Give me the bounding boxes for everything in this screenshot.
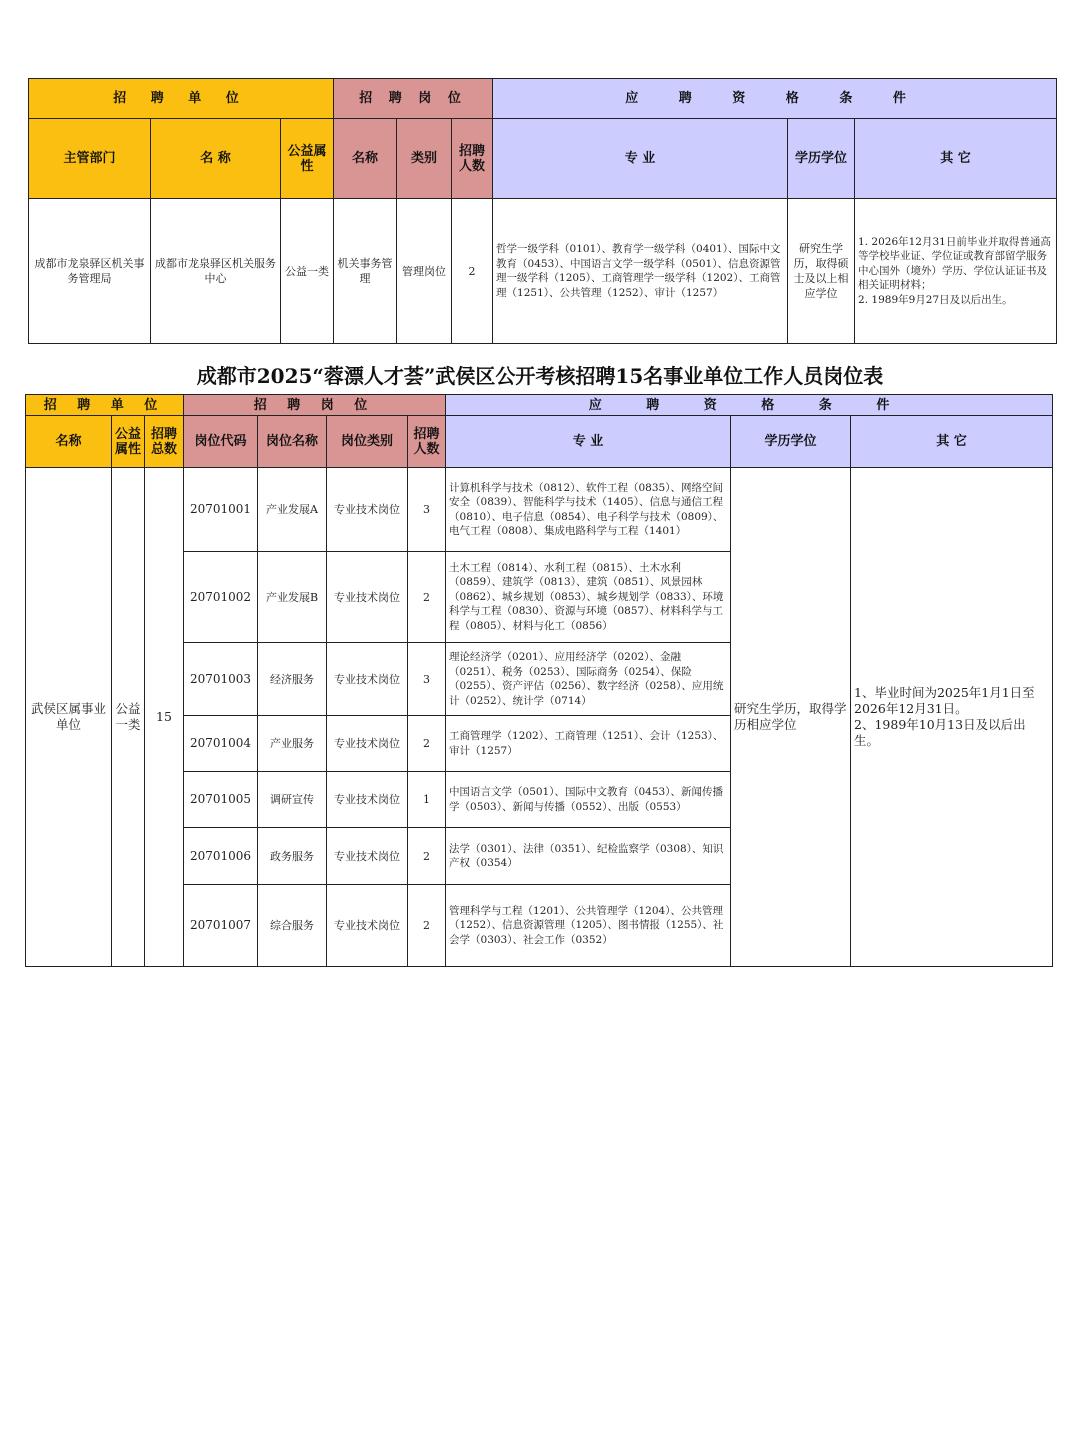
cell-count: 2: [452, 199, 493, 344]
cell-code: 20701005: [184, 772, 258, 828]
cell-major: 中国语言文学（0501）、国际中文教育（0453）、新闻传播学（0503）、新闻与传播（0552）、出版（0553）: [446, 772, 731, 828]
col-header-attr: 公益属性: [112, 416, 145, 468]
table-title: 成都市2025“蓉漂人才荟”武侯区公开考核招聘15名事业单位工作人员岗位表: [196, 364, 884, 388]
cell-code: 20701007: [184, 885, 258, 967]
cell-count: 1: [408, 772, 446, 828]
cell-post-name: 机关事务管理: [334, 199, 397, 344]
table-row: [26, 468, 1053, 552]
col-header-name: 名 称: [151, 119, 281, 199]
cell-other: [851, 468, 1053, 967]
col-header-post-name: 名称: [334, 119, 397, 199]
col-header-other: 其 它: [855, 119, 1057, 199]
cell-post-name: 政务服务: [258, 828, 327, 885]
col-header-dept: 主管部门: [29, 119, 151, 199]
cell-post-name: 产业发展A: [258, 468, 327, 552]
cell-category: 专业技术岗位: [327, 716, 408, 772]
col-header-total: 招聘总数: [145, 416, 184, 468]
col-header-degree: 学历学位: [788, 119, 855, 199]
col-header-attr: 公益属性: [281, 119, 334, 199]
cell-other: [855, 199, 1057, 344]
col-header-category: 类别: [397, 119, 452, 199]
cell-category: 专业技术岗位: [327, 828, 408, 885]
col-header-count: 招聘人数: [408, 416, 446, 468]
group-header-qualification: 应 聘 资 格 条 件: [493, 79, 1057, 119]
group-header-post: 招 聘 岗 位: [184, 395, 446, 416]
col-header-major: 专 业: [493, 119, 788, 199]
cell-category: 管理岗位: [397, 199, 452, 344]
col-header-code: 岗位代码: [184, 416, 258, 468]
cell-post-name: 调研宣传: [258, 772, 327, 828]
cell-count: 2: [408, 552, 446, 643]
cell-code: 20701002: [184, 552, 258, 643]
group-header-post: 招 聘 岗 位: [334, 79, 493, 119]
other-item-1: 1、毕业时间为2025年1月1日至2026年12月31日。: [854, 685, 1035, 716]
col-header-degree: 学历学位: [731, 416, 851, 468]
cell-degree: 研究生学历，取得硕士及以上相应学位: [788, 199, 855, 344]
recruitment-table-wuhou: [25, 394, 1053, 967]
cell-count: 2: [408, 716, 446, 772]
cell-count: 2: [408, 828, 446, 885]
cell-name: 成都市龙泉驿区机关服务中心: [151, 199, 281, 344]
cell-major: 土木工程（0814）、水利工程（0815）、土木水利（0859）、建筑学（0813）、建筑（0851）、风景园林（0862）、城乡规划（0853）、城乡规划学（0833）、环境科学与工程（0830）、资源与环境（0857）、材料科学与工程（0805）、材料与化工（0856）: [446, 552, 731, 643]
other-item-2: 2、1989年10月13日及以后出生。: [854, 717, 1026, 748]
cell-code: 20701003: [184, 643, 258, 716]
group-header-unit: 招 聘 单 位: [29, 79, 334, 119]
cell-major: 哲学一级学科（0101）、教育学一级学科（0401）、国际中文教育（0453）、中国语言文学一级学科（0501）、信息资源管理一级学科（1205）、工商管理学一级学科（1202）、工商管理（1251）、公共管理（1252）、审计（1257）: [493, 199, 788, 344]
cell-category: 专业技术岗位: [327, 772, 408, 828]
cell-total: 15: [145, 468, 184, 967]
cell-attr: 公益一类: [281, 199, 334, 344]
col-header-major: 专 业: [446, 416, 731, 468]
col-header-count: 招聘人数: [452, 119, 493, 199]
cell-attr: 公益一类: [112, 468, 145, 967]
cell-code: 20701006: [184, 828, 258, 885]
group-header-qualification: 应 聘 资 格 条 件: [446, 395, 1053, 416]
cell-code: 20701001: [184, 468, 258, 552]
cell-major: 工商管理学（1202）、工商管理（1251）、会计（1253）、审计（1257）: [446, 716, 731, 772]
col-header-name: 名称: [26, 416, 112, 468]
cell-category: 专业技术岗位: [327, 885, 408, 967]
cell-major: 管理科学与工程（1201）、公共管理学（1204）、公共管理（1252）、信息资源管理（1205）、图书情报（1255）、社会学（0303）、社会工作（0352）: [446, 885, 731, 967]
cell-count: 3: [408, 643, 446, 716]
group-header-unit: 招 聘 单 位: [26, 395, 184, 416]
other-item-1: 1. 2026年12月31日前毕业并取得普通高等学校毕业证、学位证或教育部留学服务中心国外（境外）学历、学位认证证书及相关证明材料；: [858, 235, 1051, 292]
col-header-post-name: 岗位名称: [258, 416, 327, 468]
cell-count: 3: [408, 468, 446, 552]
cell-category: 专业技术岗位: [327, 643, 408, 716]
cell-post-name: 产业服务: [258, 716, 327, 772]
cell-dept: 成都市龙泉驿区机关事务管理局: [29, 199, 151, 344]
cell-degree: 研究生学历，取得学历相应学位: [731, 468, 851, 967]
cell-category: 专业技术岗位: [327, 468, 408, 552]
cell-post-name: 经济服务: [258, 643, 327, 716]
cell-major: 法学（0301）、法律（0351）、纪检监察学（0308）、知识产权（0354）: [446, 828, 731, 885]
cell-unit-name: 武侯区属事业单位: [26, 468, 112, 967]
col-header-category: 岗位类别: [327, 416, 408, 468]
cell-count: 2: [408, 885, 446, 967]
cell-post-name: 产业发展B: [258, 552, 327, 643]
cell-major: 理论经济学（0201）、应用经济学（0202）、金融（0251）、税务（0253）、国际商务（0254）、保险（0255）、资产评估（0256）、数字经济（0258）、应用统计（0252）、统计学（0714）: [446, 643, 731, 716]
cell-post-name: 综合服务: [258, 885, 327, 967]
col-header-other: 其 它: [851, 416, 1053, 468]
cell-category: 专业技术岗位: [327, 552, 408, 643]
other-item-2: 2. 1989年9月27日及以后出生。: [858, 293, 1013, 306]
cell-major: 计算机科学与技术（0812）、软件工程（0835）、网络空间安全（0839）、智能科学与技术（1405）、信息与通信工程（0810）、电子信息（0854）、电子科学与技术（0809）、电气工程（0808）、集成电路科学与工程（1401）: [446, 468, 731, 552]
cell-code: 20701004: [184, 716, 258, 772]
recruitment-table-longquanyi: [28, 78, 1057, 344]
